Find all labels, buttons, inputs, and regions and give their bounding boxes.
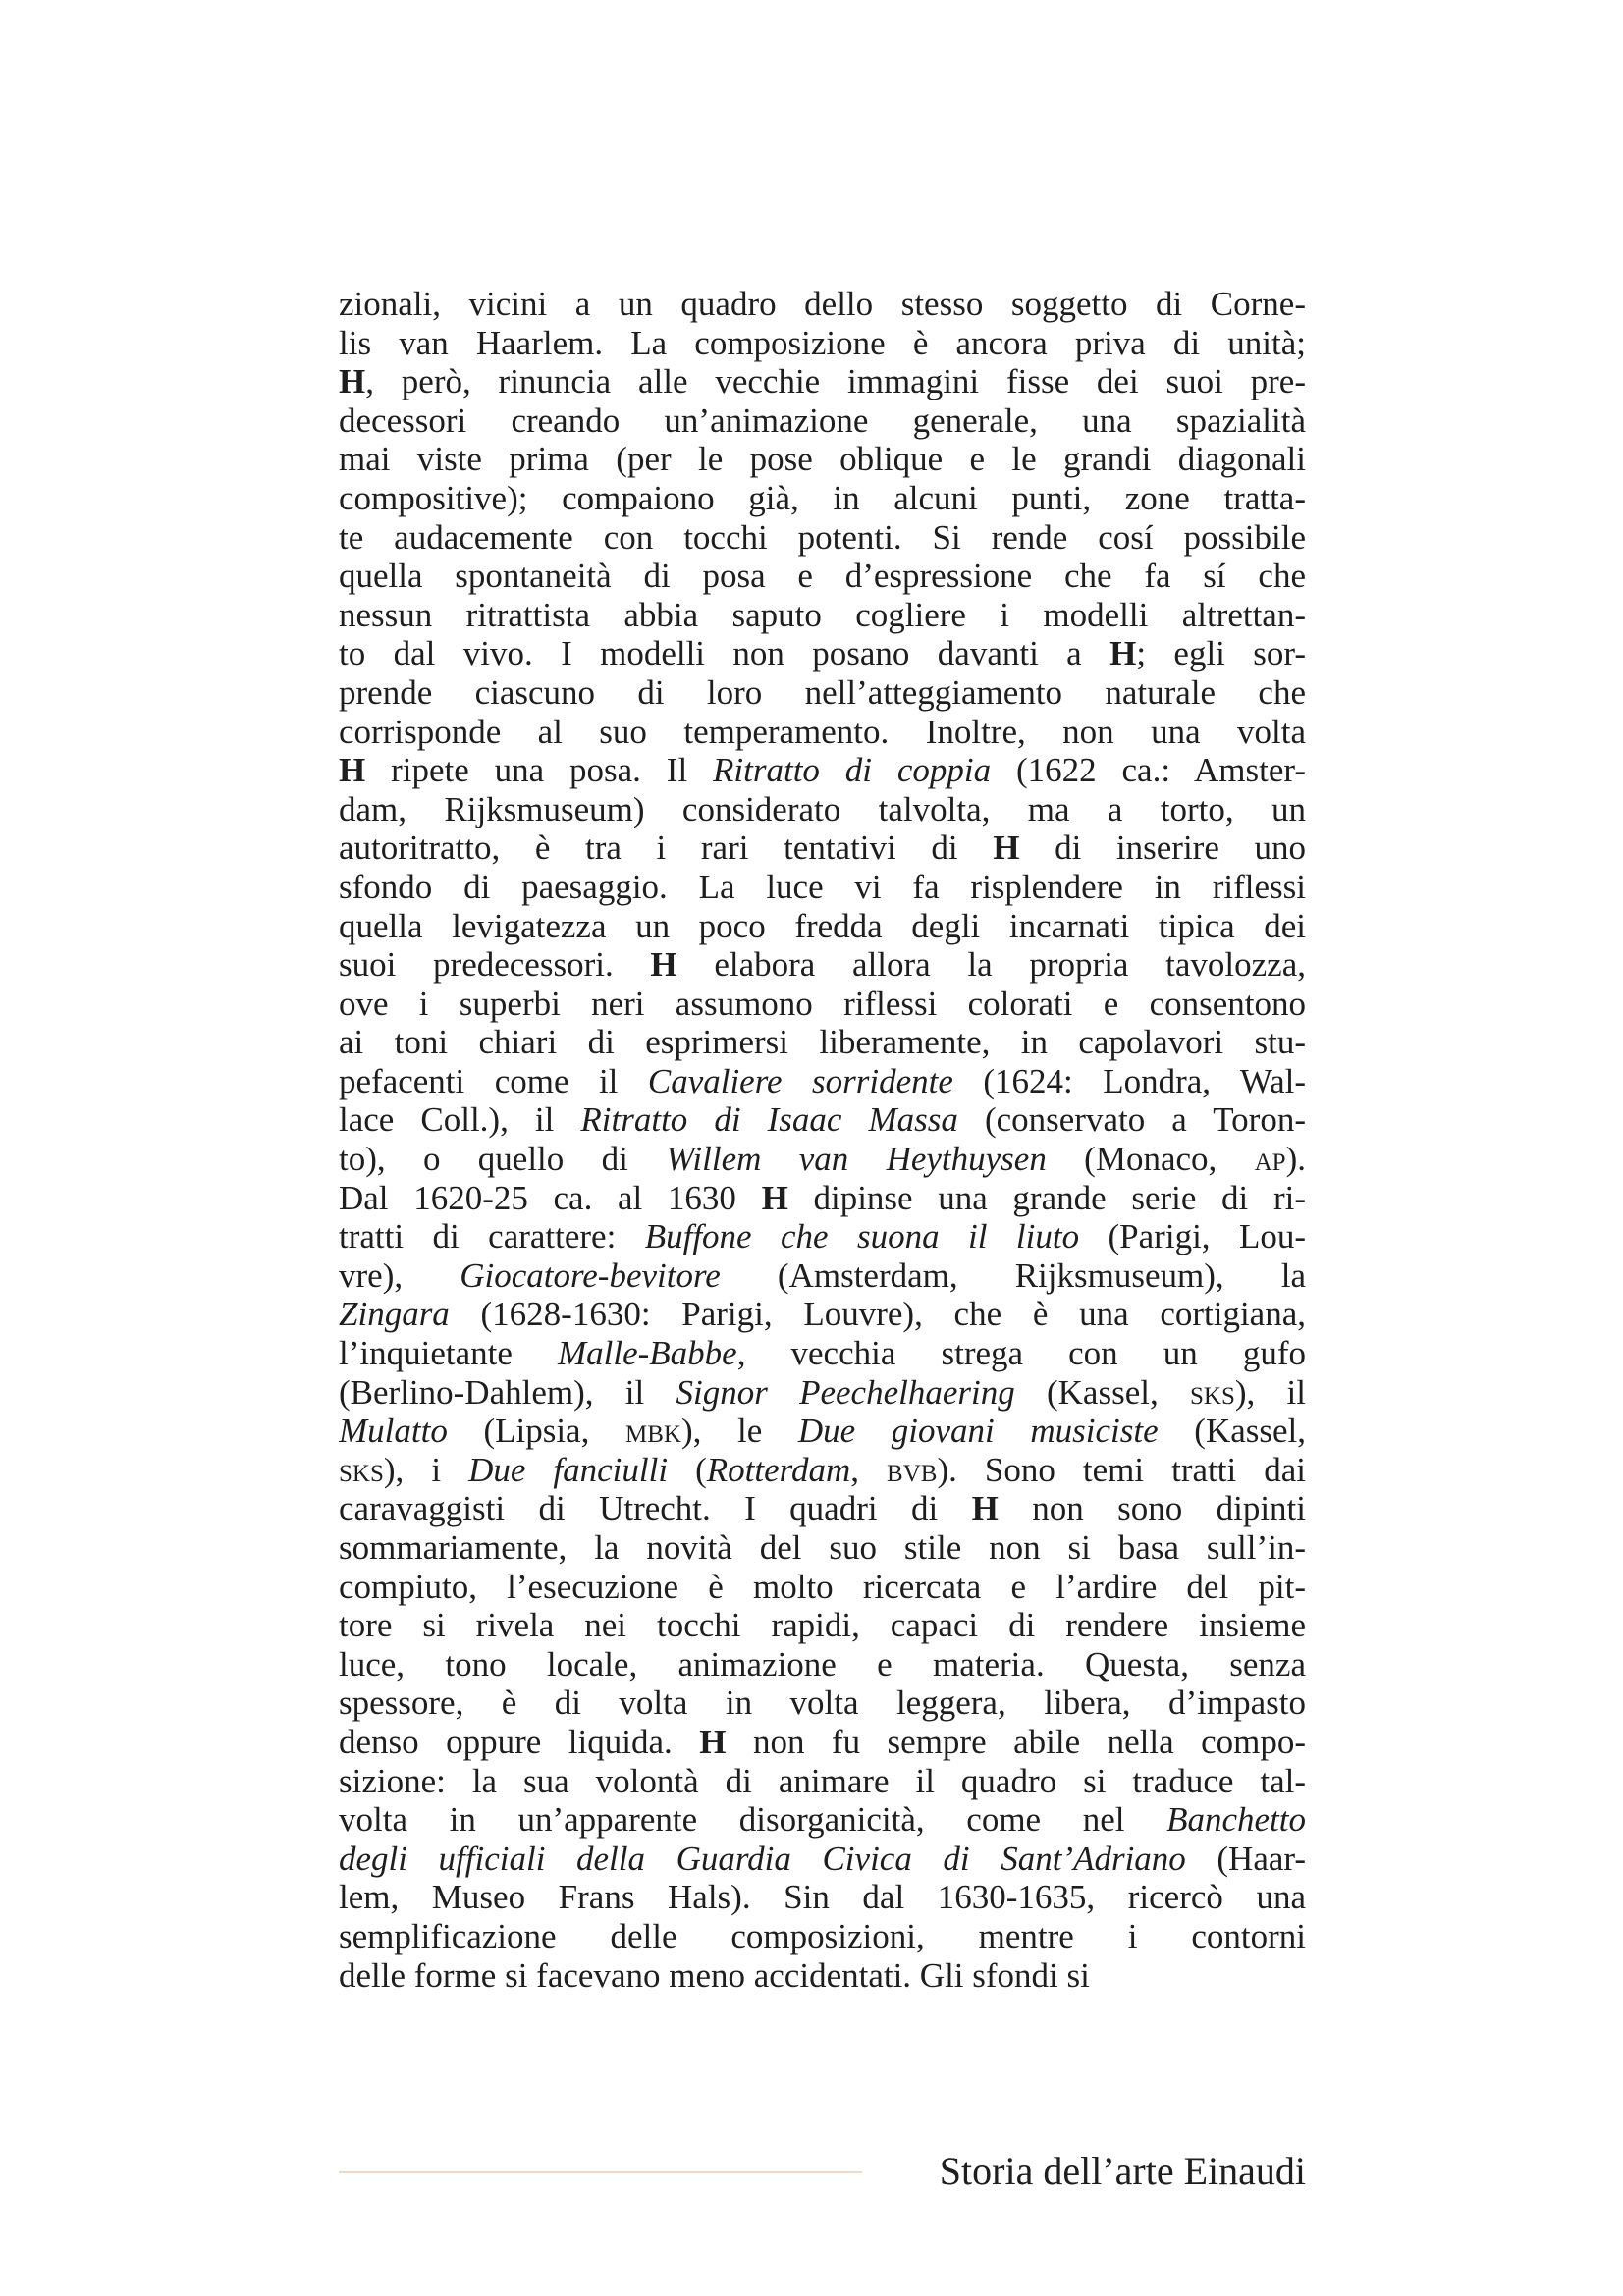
text-line (339, 1023, 1306, 1062)
text-segment: nessun ritrattista abbia saputo cogliere i modelli altrettan- (339, 595, 1306, 634)
text-segment: to dal vivo. I modelli non posano davanti a (339, 634, 1110, 673)
text-segment: (Monaco, (1046, 1140, 1255, 1179)
text-segment: pefacenti come il (339, 1061, 648, 1100)
body-text (339, 285, 1306, 1995)
text-line (339, 1217, 1306, 1256)
text-segment: dam, Rijksmuseum) considerato talvolta, ma a torto, un (339, 789, 1306, 828)
text-segment: , vecchia strega con un gufo (736, 1334, 1306, 1373)
text-segment: (Haar- (1185, 1839, 1306, 1878)
italic-text: Ritratto di coppia (713, 751, 992, 790)
text-segment: autoritratto, è tra i rari tentativi di (339, 828, 994, 868)
bold-text: H (650, 945, 677, 985)
text-line (339, 1373, 1306, 1413)
italic-text: Willem van Heythuysen (666, 1140, 1047, 1179)
small-caps-text: sks (339, 1450, 384, 1489)
text-segment: dipinse una grande serie di ri- (787, 1178, 1306, 1217)
small-caps-text: bvb (887, 1450, 938, 1489)
text-segment: , (850, 1450, 888, 1489)
text-segment: quella levigatezza un poco fredda degli incarnati tipica dei (339, 906, 1306, 945)
text-segment: ), i (383, 1450, 469, 1489)
text-segment: elabora allora la propria tavolozza, (676, 945, 1306, 985)
text-segment: l’inquietante (339, 1334, 558, 1373)
text-line (339, 790, 1306, 829)
text-segment: tratti di carattere: (339, 1217, 645, 1256)
text-segment: vre), (339, 1255, 460, 1295)
text-line (339, 1295, 1306, 1334)
italic-text: Banchetto (1166, 1800, 1306, 1840)
text-segment: delle forme si facevano meno accidentati. Gli sfondi si (339, 1955, 1090, 1995)
text-segment: , però, rinuncia alle vecchie immagini fisse dei suoi pre- (365, 362, 1306, 401)
text-line (339, 907, 1306, 946)
text-line (339, 1956, 1306, 1996)
text-segment: ( (668, 1450, 707, 1489)
text-line (339, 1179, 1306, 1218)
text-segment: prende ciascuno di loro nell’atteggiamento naturale che (339, 672, 1306, 712)
text-segment: caravaggisti di Utrecht. I quadri di (339, 1489, 972, 1528)
text-line (339, 596, 1306, 635)
text-segment: decessori creando un’animazione generale, una spazialità (339, 400, 1306, 440)
italic-text: Malle-Babbe (557, 1334, 737, 1373)
text-segment: corrisponde al suo temperamento. Inoltre, non una volta (339, 712, 1306, 751)
text-segment: mai viste prima (per le pose oblique e le grandi diagonali (339, 440, 1306, 479)
text-line (339, 1645, 1306, 1684)
text-segment: (1622 ca.: Amster- (991, 751, 1306, 790)
small-caps-text: sks (1190, 1372, 1235, 1412)
italic-text: Rotterdam (706, 1450, 851, 1489)
text-segment: (Lipsia, (447, 1412, 625, 1451)
text-segment: zionali, vicini a un quadro dello stesso soggetto di Corne- (339, 285, 1306, 323)
text-line (339, 1683, 1306, 1723)
bold-text: H (761, 1178, 788, 1217)
text-segment: ; egli sor- (1136, 634, 1306, 673)
text-segment: te audacemente con tocchi potenti. Si rende cosí possibile (339, 517, 1306, 557)
text-segment: semplificazione delle composizioni, mentre i contorni (339, 1916, 1306, 1955)
text-line (339, 673, 1306, 713)
text-segment: sizione: la sua volontà di animare il quadro si traduce tal- (339, 1761, 1306, 1800)
text-line (339, 479, 1306, 518)
text-segment: Dal 1620-25 ca. al 1630 (339, 1178, 762, 1217)
text-line (339, 828, 1306, 868)
text-line (339, 362, 1306, 401)
text-segment: lem, Museo Frans Hals). Sin dal 1630-1635, ricercò una (339, 1878, 1306, 1917)
italic-text: Zingara (339, 1295, 450, 1334)
text-line (339, 634, 1306, 673)
bold-text: H (699, 1722, 727, 1761)
italic-text: Ritratto di Isaac Massa (580, 1100, 958, 1140)
italic-text: degli ufficiali della Guardia Civica di Sant’Adriano (339, 1839, 1186, 1878)
bold-text: H (339, 751, 366, 790)
italic-text: Giocatore-bevitore (460, 1255, 721, 1295)
text-segment: quella spontaneità di posa e d’espressione che fa sí che (339, 557, 1306, 596)
text-line (339, 1723, 1306, 1762)
text-line (339, 1762, 1306, 1801)
text-segment: ). (1285, 1140, 1306, 1179)
text-segment: (Kassel, (1158, 1412, 1306, 1451)
text-line (339, 1489, 1306, 1528)
text-segment: (conservato a Toron- (957, 1100, 1306, 1140)
text-line (339, 985, 1306, 1024)
text-segment: di inserire uno (1019, 828, 1306, 868)
text-segment: suoi predecessori. (339, 945, 651, 985)
small-caps-text: ap (1254, 1140, 1286, 1179)
text-segment: (Parigi, Lou- (1079, 1217, 1306, 1256)
italic-text: Cavaliere sorridente (647, 1061, 953, 1100)
text-segment: luce, tono locale, animazione e materia. Questa, senza (339, 1644, 1306, 1683)
text-line (339, 1256, 1306, 1296)
text-segment: denso oppure liquida. (339, 1722, 700, 1761)
italic-text: Buffone che suona il liuto (644, 1217, 1080, 1256)
text-line (339, 713, 1306, 752)
text-segment: (1628-1630: Parigi, Louvre), che è una cortigiana, (449, 1295, 1306, 1334)
text-line (339, 1528, 1306, 1568)
text-line (339, 324, 1306, 363)
italic-text: Due giovani musiciste (797, 1412, 1159, 1451)
text-line (339, 1140, 1306, 1179)
text-segment: lis van Haarlem. La composizione è ancora priva di unità; (339, 323, 1306, 362)
text-segment: ripete una posa. Il (365, 751, 714, 790)
italic-text: Mulatto (339, 1412, 448, 1451)
text-segment: compiuto, l’esecuzione è molto ricercata e l’ardire del pit- (339, 1567, 1306, 1606)
text-line (339, 751, 1306, 790)
text-line (339, 1568, 1306, 1607)
text-segment: lace Coll.), il (339, 1100, 581, 1140)
text-line (339, 1451, 1306, 1490)
text-line (339, 401, 1306, 441)
text-line (339, 868, 1306, 907)
text-segment: sommariamente, la novità del suo stile non si basa sull’in- (339, 1528, 1306, 1567)
text-line (339, 557, 1306, 596)
text-line (339, 1878, 1306, 1917)
text-line (339, 285, 1306, 324)
text-line (339, 1800, 1306, 1840)
text-segment: spessore, è di volta in volta leggera, libera, d’impasto (339, 1683, 1306, 1723)
text-line (339, 1062, 1306, 1101)
text-segment: compositive); compaiono già, in alcuni punti, zone tratta- (339, 478, 1306, 517)
text-line (339, 1100, 1306, 1140)
italic-text: Signor Peechelhaering (676, 1372, 1015, 1412)
text-line (339, 1412, 1306, 1451)
text-line (339, 440, 1306, 479)
text-line (339, 1606, 1306, 1645)
bold-text: H (1109, 634, 1137, 673)
text-segment: (Amsterdam, Rijksmuseum), la (720, 1255, 1306, 1295)
text-segment: tore si rivela nei tocchi rapidi, capaci di rendere insieme (339, 1606, 1306, 1645)
small-caps-text: mbk (624, 1412, 681, 1451)
text-line (339, 945, 1306, 985)
text-segment: ai toni chiari di esprimersi liberamente, in capolavori stu- (339, 1023, 1306, 1062)
footer-title: Storia dell’arte Einaudi (939, 2149, 1306, 2193)
text-line (339, 1840, 1306, 1879)
text-segment: volta in un’apparente disorganicità, come nel (339, 1800, 1167, 1840)
text-line (339, 1334, 1306, 1373)
bold-text: H (993, 828, 1020, 868)
text-segment: non fu sempre abile nella compo- (726, 1722, 1306, 1761)
text-segment: (Kassel, (1014, 1372, 1190, 1412)
text-line (339, 518, 1306, 558)
bold-text: H (971, 1489, 999, 1528)
text-segment: ), le (680, 1412, 798, 1451)
text-segment: sfondo di paesaggio. La luce vi fa risplendere in riflessi (339, 867, 1306, 906)
text-segment: ove i superbi neri assumono riflessi colorati e consentono (339, 984, 1306, 1023)
text-segment: (1624: Londra, Wal- (952, 1061, 1306, 1100)
text-segment: (Berlino-Dahlem), il (339, 1372, 676, 1412)
footer-rule (339, 2171, 862, 2173)
text-line (339, 1917, 1306, 1956)
text-segment: ). Sono temi tratti dai (937, 1450, 1306, 1489)
text-segment: non sono dipinti (998, 1489, 1306, 1528)
italic-text: Due fanciulli (468, 1450, 669, 1489)
bold-text: H (339, 362, 366, 401)
text-segment: to), o quello di (339, 1140, 667, 1179)
text-segment: ), il (1234, 1372, 1306, 1412)
